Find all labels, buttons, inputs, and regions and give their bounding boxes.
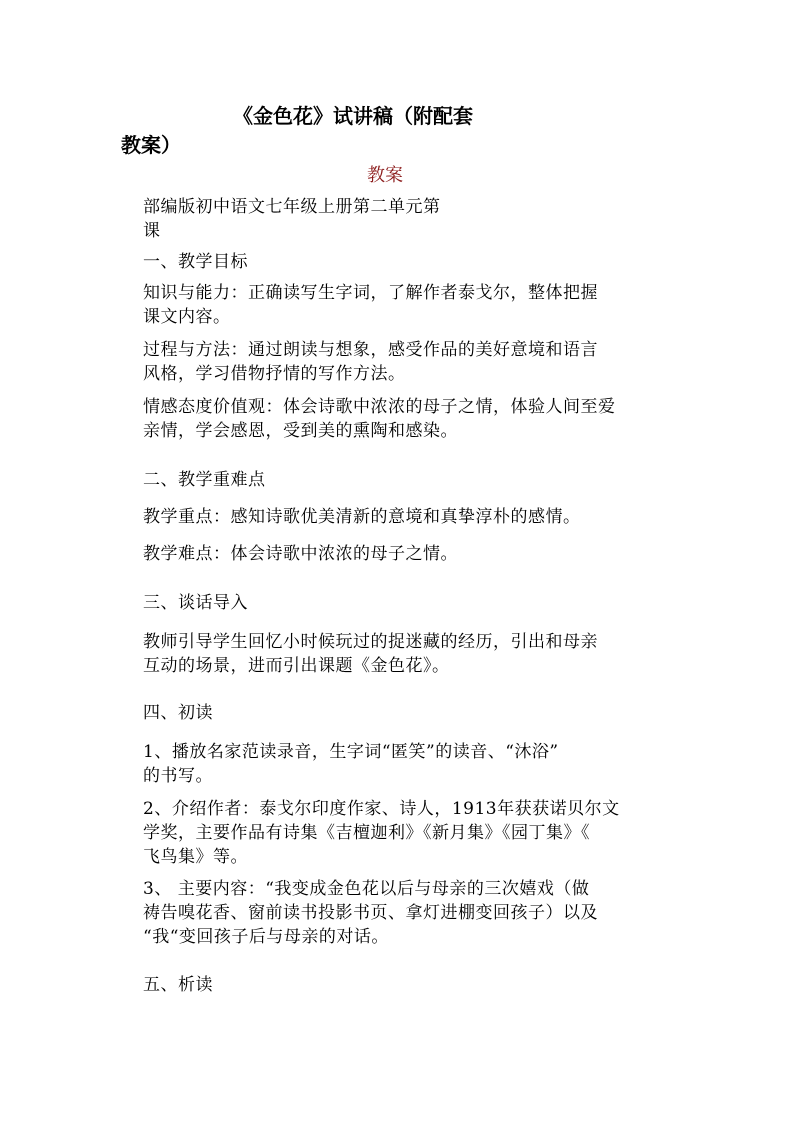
- intro-line-1: 部编版初中语文七年级上册第二单元第: [143, 197, 441, 217]
- title-line-2: 教案）: [121, 133, 181, 157]
- section-1-heading: 一、教学目标: [143, 252, 248, 272]
- s4-p2-line2: 学奖，主要作品有诗集《吉檀迦利》《新月集》《园丁集》《: [143, 823, 590, 843]
- section-5-heading: 五、析读: [143, 975, 213, 995]
- s4-p1-line1: 1、播放名家范读录音，生字词“匿笑”的读音、“沐浴”: [143, 742, 559, 762]
- s1-p2-line2: 风格，学习借物抒情的写作方法。: [143, 364, 406, 384]
- section-2-heading: 二、教学重难点: [143, 470, 266, 490]
- intro-line-2: 课: [143, 221, 161, 241]
- s4-p3-line3: “我“变回孩子后与母亲的对话。: [143, 927, 389, 947]
- subtitle: 教案: [367, 165, 403, 186]
- s4-p3-line1: 3、 主要内容：“我变成金色花以后与母亲的三次嬉戏（做: [143, 879, 590, 899]
- s1-p3-line2: 亲情，学会感恩，受到美的熏陶和感染。: [143, 421, 458, 441]
- s4-p1-line2: 的书写。: [143, 766, 213, 786]
- s2-p1: 教学重点：感知诗歌优美清新的意境和真挚淳朴的感情。: [143, 507, 581, 527]
- title-line-1: 《金色花》试讲稿（附配套: [233, 104, 473, 128]
- s1-p1-line1: 知识与能力：正确读写生字词，了解作者泰戈尔，整体把握: [143, 283, 598, 303]
- section-3-heading: 三、谈话导入: [143, 593, 248, 613]
- s4-p2-line3: 飞鸟集》等。: [143, 847, 248, 867]
- s1-p3-line1: 情感态度价值观：体会诗歌中浓浓的母子之情，体验人间至爱: [143, 397, 616, 417]
- s1-p2-line1: 过程与方法：通过朗读与想象，感受作品的美好意境和语言: [143, 340, 598, 360]
- s3-p1-line1: 教师引导学生回忆小时候玩过的捉迷藏的经历，引出和母亲: [143, 632, 598, 652]
- s4-p2-line1: 2、介绍作者：泰戈尔印度作家、诗人，1913年获获诺贝尔文: [143, 799, 620, 819]
- section-4-heading: 四、初读: [143, 703, 213, 723]
- s4-p3-line2: 祷告嗅花香、窗前读书投影书页、拿灯进棚变回孩子）以及: [143, 903, 598, 923]
- s2-p2: 教学难点：体会诗歌中浓浓的母子之情。: [143, 544, 458, 564]
- s1-p1-line2: 课文内容。: [143, 307, 231, 327]
- s3-p1-line2: 互动的场景，进而引出课题《金色花》。: [143, 656, 450, 676]
